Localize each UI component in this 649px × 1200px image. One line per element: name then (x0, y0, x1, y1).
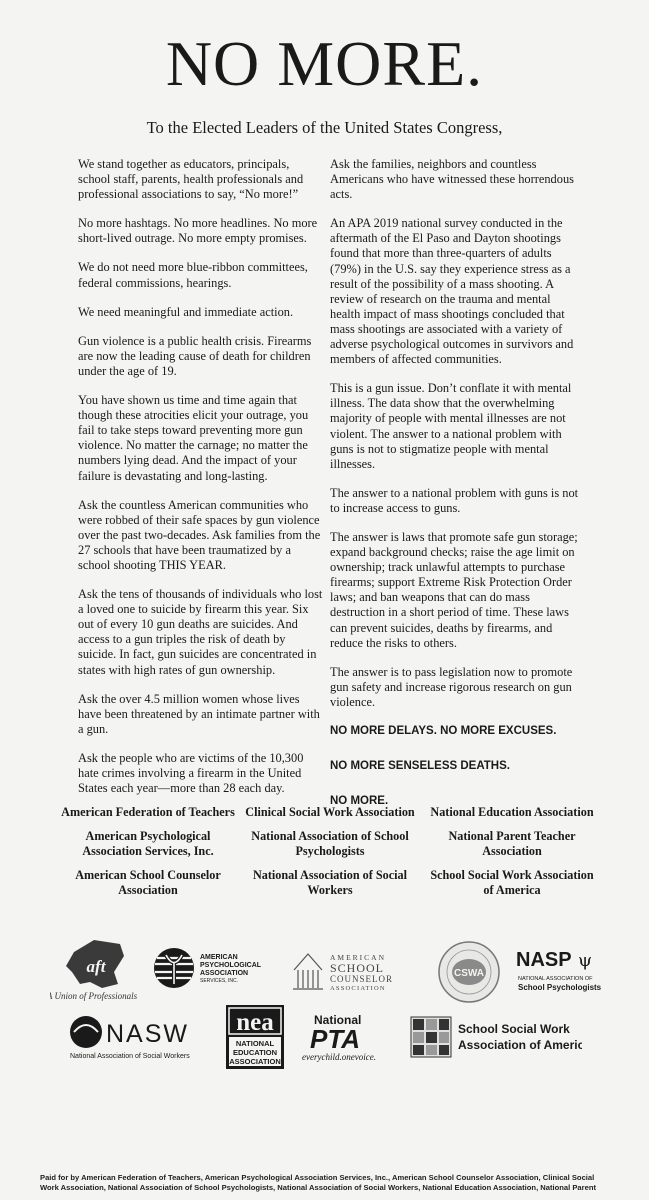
svg-text:NASW: NASW (106, 1020, 189, 1048)
headline: NO MORE. (165, 28, 484, 99)
svg-text:National Association of Social: National Association of Social Workers (70, 1053, 190, 1060)
signatory: School Social Work Association of America (430, 867, 594, 897)
psi-icon: ψ (578, 950, 593, 971)
svg-text:NASP: NASP (516, 949, 572, 971)
svg-text:Association of America: Association of America (458, 1038, 582, 1052)
signatory-row (60, 868, 600, 899)
national-pta-logo (298, 1010, 398, 1064)
paragraph: An APA 2019 national survey conducted in the aftermath of the El Paso and Dayton shootings found that more than three-quarters of adults (79%) in the U.S. say they experience stress as a result of the possibility of a mass shooting. A review of research on the trauma and mental health impact of mass shootings concluded that mass shootings are associated with a variety of adverse psychological outcomes in survivors and members of affected communities. (330, 216, 574, 367)
cswa-logo (437, 940, 501, 1004)
signatory: American Psychological Association Services, Inc. (82, 828, 214, 858)
paid-for-disclaimer: Paid for by American Federation of Teachers, American Psychological Association Services, Inc., American School Counselor Association, Clinical Social Work Association, National Association of School Psychologists, National Association of Social Workers, National Education Association, National Parent (40, 1173, 596, 1192)
paragraph: No more hashtags. No more headlines. No more short-lived outrage. No more empty promises. (78, 216, 318, 246)
closing-line: NO MORE SENSELESS DEATHS. (330, 760, 510, 773)
svg-text:School Social Work: School Social Work (458, 1022, 570, 1036)
svg-text:PSYCHOLOGICAL: PSYCHOLOGICAL (200, 962, 262, 969)
svg-text:ASSOCIATION: ASSOCIATION (330, 985, 386, 992)
paragraph: Ask the people who are victims of the 10,300 hate crimes involving a firearm in the United States each year—more than 28 each day. (78, 750, 304, 796)
svg-text:ASSOCIATION: ASSOCIATION (229, 1057, 281, 1066)
paragraph: We need meaningful and immediate action. (78, 304, 294, 319)
signatory-list (60, 805, 600, 907)
paragraph: We do not need more blue-ribbon committees, federal commissions, hearings. (78, 260, 308, 290)
svg-text:EDUCATION: EDUCATION (232, 1048, 278, 1057)
signatory: National Parent Teacher Association (448, 828, 576, 858)
signatory: Clinical Social Work Association (245, 805, 415, 819)
paragraph: Ask the tens of thousands of individuals who lost a loved one to suicide by firearm this year. Six out of every 10 gun deaths are suicides. And access to a gun triples the risk of death by suicide. In fact, gun suicides are concentrated in states with high rates of gun ownership. (78, 587, 323, 677)
signatory: National Association of School Psychologists (251, 828, 409, 858)
apa-services-logo (152, 946, 272, 990)
paragraph: The answer to a national problem with guns is not to increase access to guns. (330, 485, 579, 515)
paragraph: This is a gun issue. Don’t conflate it with mental illness. The data show that the overwhelming majority of people with mental illnesses are not violent. The answer to a national problem with guns is not to stigmatize people with mental illnesses. (330, 381, 572, 471)
closing-line: NO MORE DELAYS. NO MORE EXCUSES. (330, 725, 557, 737)
asca-logo (290, 948, 420, 994)
svg-text:everychild.onevoice.: everychild.onevoice. (302, 1052, 376, 1062)
paragraph: You have shown us time and time again that though these atrocities elicit your outrage, you fail to take steps toward preventing more gun violence. No matter the carnage; no matter the numbers lying dead. And the impact of your failure is devastating and long-lasting. (78, 393, 309, 483)
svg-text:NATIONAL ASSOCIATION OF: NATIONAL ASSOCIATION OF (518, 976, 593, 982)
house-grid-icon (411, 1017, 451, 1057)
svg-text:nea: nea (236, 1009, 274, 1036)
paragraph: Ask the over 4.5 million women whose lives have been threatened by an intimate partner with a gun. (78, 691, 320, 736)
svg-text:ASSOCIATION: ASSOCIATION (200, 970, 249, 977)
aft-map-icon (50, 938, 160, 1004)
svg-text:NATIONAL: NATIONAL (235, 1039, 275, 1048)
svg-text:COUNSELOR: COUNSELOR (330, 974, 394, 984)
nasw-logo (66, 1014, 208, 1062)
schoolhouse-icon (293, 954, 323, 989)
salutation: To the Elected Leaders of the United States Congress, (146, 118, 503, 137)
aft-tagline: A Union of Professionals (50, 991, 138, 1001)
signatory: American Federation of Teachers (61, 805, 235, 819)
paragraph: The answer is laws that promote safe gun storage; expand background checks; raise the age limit on ownership; track unlawful attempts to purchase firearms; support Extreme Risk Protection Order laws; and ban weapons that can do mass destruction in a short period of time. These laws can prevent suicides, deaths by firearms, and reduce the risks to others. (330, 529, 578, 650)
sswaa-logo (410, 1016, 582, 1062)
paragraph: Gun violence is a public health crisis. Firearms are now the leading cause of death for children under the age of 19. (78, 333, 312, 378)
signatory-row (60, 805, 600, 821)
letter-right-column (330, 157, 580, 829)
aft-logo (50, 938, 160, 1004)
closing-line: NO MORE. (330, 795, 389, 808)
paragraph: We stand together as educators, principals, school staff, parents, health professionals and professional associations to say, “No more!” (78, 157, 304, 202)
letter-left-column (78, 157, 324, 810)
signatory: American School Counselor Association (75, 867, 221, 897)
paragraph: The answer is to pass legislation now to promote gun safety and increase rigorous research on gun violence. (330, 664, 573, 709)
signatory: National Education Association (430, 805, 594, 819)
nea-logo (225, 1004, 285, 1070)
svg-text:SERVICES, INC.: SERVICES, INC. (200, 978, 238, 984)
svg-text:SCHOOL: SCHOOL (330, 961, 385, 975)
svg-text:National: National (314, 1013, 362, 1027)
paragraph: Ask the countless American communities who were robbed of their safe spaces by gun violence over the past two-decades. Ask families from the 27 schools that have been traumatized by a school shooting THIS YEAR. (78, 497, 321, 572)
svg-text:PTA: PTA (310, 1024, 361, 1054)
nasp-logo (512, 946, 612, 998)
svg-text:CSWA: CSWA (454, 968, 484, 979)
aft-mark: aft (86, 957, 106, 976)
svg-text:School Psychologists: School Psychologists (518, 983, 602, 992)
signatory-row (60, 829, 600, 860)
signatory: National Association of Social Workers (252, 867, 408, 897)
svg-text:AMERICAN: AMERICAN (200, 954, 238, 961)
svg-text:AMERICAN: AMERICAN (330, 953, 387, 962)
paragraph: Ask the families, neighbors and countless Americans who have witnessed these horrendous acts. (330, 157, 574, 202)
